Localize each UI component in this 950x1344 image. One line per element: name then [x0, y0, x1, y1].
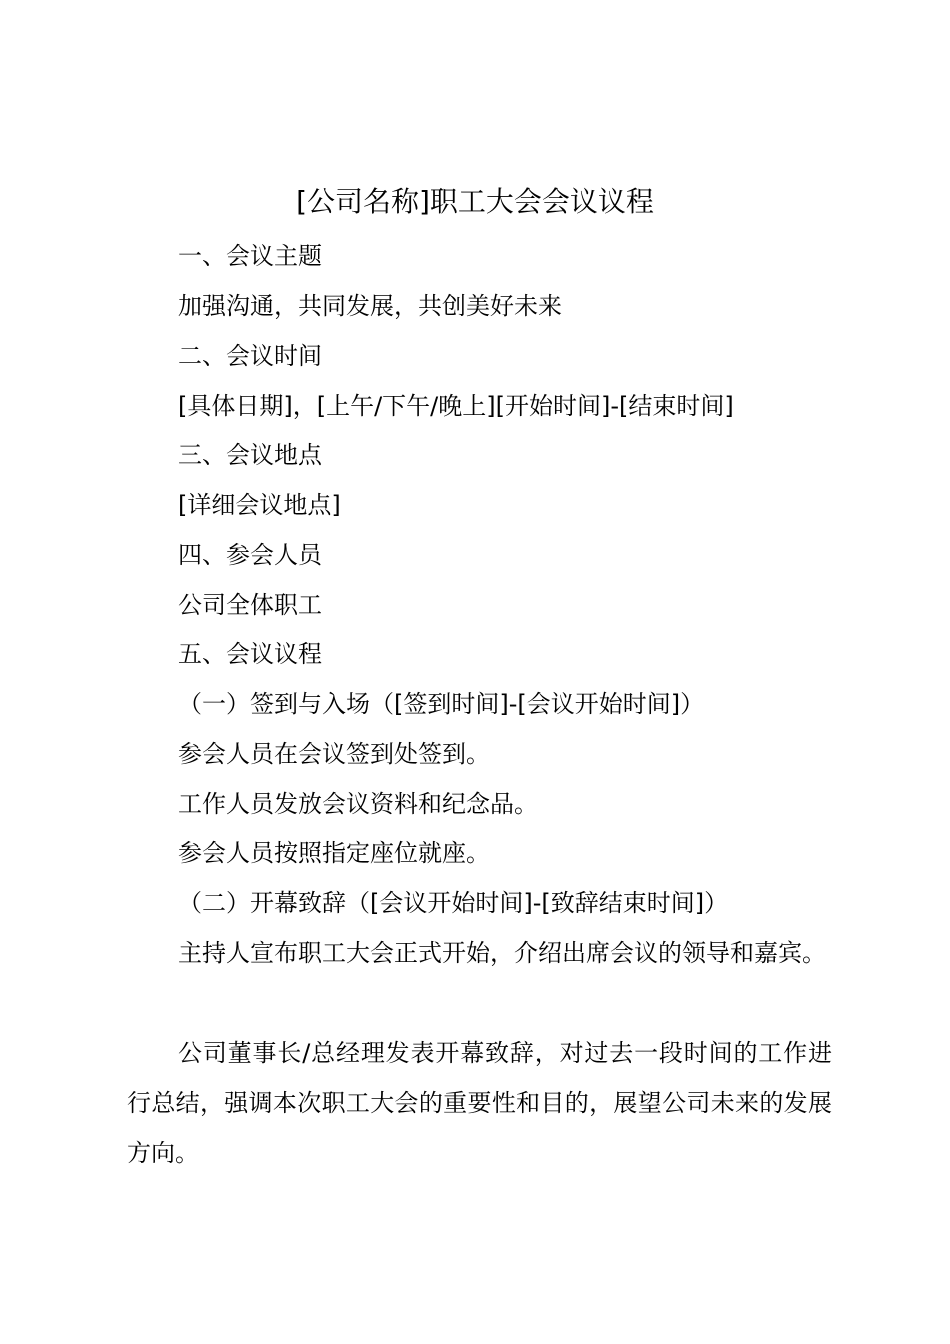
heading-meeting-theme: 一、会议主题: [178, 242, 322, 270]
paragraph-chairman-speech: 公司董事长/总经理发表开幕致辞，对过去一段时间的工作进行总结，强调本次职工大会的重要性和目的，展望公司未来的发展方向。: [127, 1039, 832, 1167]
text-meeting-theme: 加强沟通，共同发展，共创美好未来: [178, 292, 562, 320]
heading-meeting-location: 三、会议地点: [178, 441, 322, 469]
text-check-in-2: 工作人员发放会议资料和纪念品。: [178, 790, 538, 818]
text-check-in-1: 参会人员在会议签到处签到。: [178, 740, 490, 768]
text-meeting-location: [详细会议地点]: [178, 491, 341, 519]
text-check-in-3: 参会人员按照指定座位就座。: [178, 839, 490, 867]
subheading-opening-speech: （二）开幕致辞（[会议开始时间]-[致辞结束时间]）: [178, 889, 729, 917]
heading-attendees: 四、参会人员: [178, 541, 322, 569]
heading-agenda: 五、会议议程: [178, 640, 322, 668]
paragraph-host-announcement: 主持人宣布职工大会正式开始，介绍出席会议的领导和嘉宾。: [178, 939, 826, 967]
text-meeting-time: [具体日期]，[上午/下午/晚上][开始时间]-[结束时间]: [178, 392, 734, 420]
subheading-check-in: （一）签到与入场（[签到时间]-[会议开始时间]）: [178, 690, 705, 718]
document-title: [公司名称]职工大会会议议程: [296, 185, 654, 218]
heading-meeting-time: 二、会议时间: [178, 342, 322, 370]
text-attendees: 公司全体职工: [178, 591, 322, 619]
